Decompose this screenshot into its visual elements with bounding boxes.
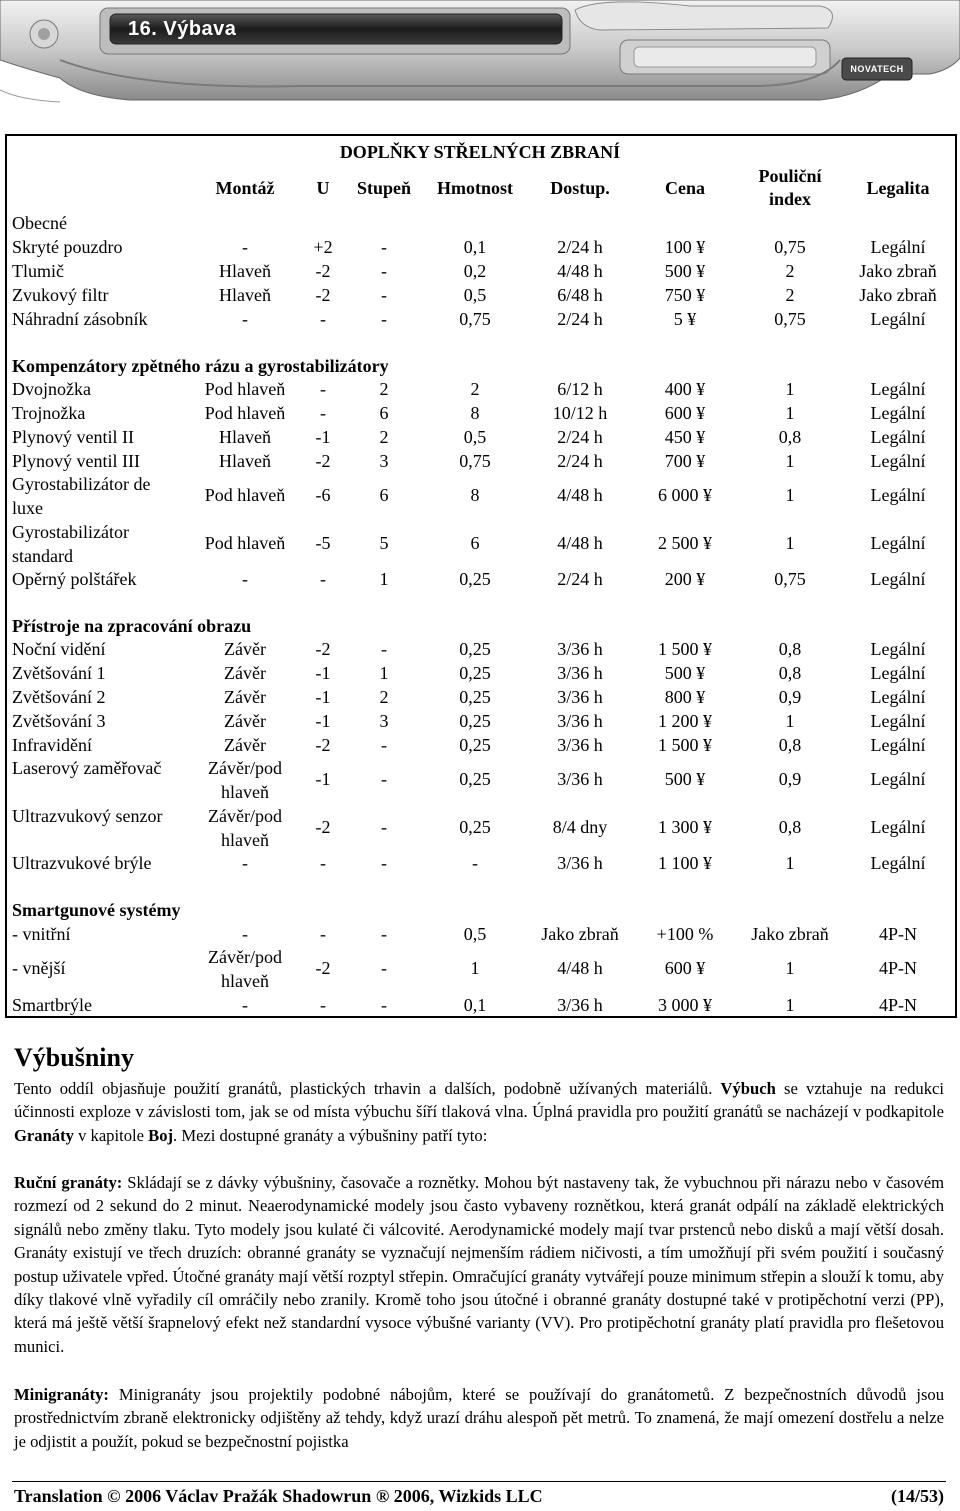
group-heading: Obecné [12, 213, 67, 233]
row-level: - [381, 924, 387, 944]
row-u: -1 [315, 687, 331, 707]
col-header-poulicni-index: Pouliční index [758, 166, 822, 209]
row-cost: 200 ¥ [664, 569, 706, 589]
row-street: 1 [785, 711, 795, 731]
row-mount: Závěr [224, 687, 266, 707]
row-legal: Jako zbraň [859, 285, 937, 305]
row-u: - [320, 379, 326, 399]
row-avail: 2/24 h [557, 309, 603, 329]
row-legal: Legální [870, 687, 926, 707]
row-cost: 500 ¥ [664, 261, 706, 281]
row-avail: 2/24 h [557, 237, 603, 257]
row-name: Zvětšování 2 [12, 687, 106, 707]
col-header-legalita: Legalita [866, 178, 930, 198]
row-avail: Jako zbraň [541, 924, 619, 944]
row-u: -2 [315, 817, 331, 837]
row-avail: 3/36 h [557, 995, 603, 1015]
row-mount: Pod hlaveň [204, 533, 286, 553]
row-name: Laserový zaměřovač [12, 758, 162, 778]
row-avail: 4/48 h [557, 485, 603, 505]
row-u: -1 [315, 663, 331, 683]
row-mount: Pod hlaveň [204, 379, 286, 399]
row-montaz: Závěr/pod hlaveň [208, 758, 282, 802]
row-legal: Jako zbraň [859, 261, 937, 281]
row-mount: - [242, 237, 248, 257]
row-level: - [381, 261, 387, 281]
row-level: 1 [379, 663, 389, 683]
row-street: 2 [785, 285, 795, 305]
hand-grenades-label: Ruční granáty: [14, 1173, 123, 1192]
row-weight: 0,5 [463, 427, 487, 447]
row-weight: 8 [470, 485, 480, 505]
row-weight: 0,75 [459, 451, 491, 471]
row-cost: 600 ¥ [664, 403, 706, 423]
row-name: Infravidění [12, 735, 92, 755]
row-mount: - [242, 853, 248, 873]
row-montaz: Závěr/pod hlaveň [208, 806, 282, 850]
col-header-stupen: Stupeň [356, 178, 412, 198]
row-mount: - [242, 924, 248, 944]
row-street: 0,8 [778, 663, 802, 683]
row-mount: Hlaveň [219, 427, 271, 447]
col-header-montaz: Montáž [215, 178, 275, 198]
row-weight: 0,25 [459, 687, 491, 707]
row-weight: 2 [470, 379, 480, 399]
row-level: 6 [379, 403, 389, 423]
row-weight: 0,25 [459, 711, 491, 731]
row-name: Zvětšování 3 [12, 711, 106, 731]
row-level: - [381, 995, 387, 1015]
row-legal: Legální [870, 853, 926, 873]
term-vybuch: Výbuch [720, 1079, 776, 1098]
row-street: 1 [785, 379, 795, 399]
row-legal: 4P-N [878, 924, 917, 944]
row-level: - [381, 817, 387, 837]
row-u: -2 [315, 958, 331, 978]
row-cost: 2 500 ¥ [658, 533, 712, 553]
row-street: 1 [785, 451, 795, 471]
row-cost: 5 ¥ [673, 309, 697, 329]
row-level: - [381, 735, 387, 755]
row-avail: 6/48 h [557, 285, 603, 305]
row-weight: 0,25 [459, 663, 491, 683]
row-name: Noční vidění [12, 639, 106, 659]
row-street: 1 [785, 958, 795, 978]
row-name: Ultrazvukový senzor [12, 806, 163, 826]
row-weight: 0,75 [459, 309, 491, 329]
row-legal: Legální [870, 569, 926, 589]
row-weight: 0,1 [463, 237, 487, 257]
row-name: Opěrný polštářek [12, 569, 137, 589]
row-avail: 3/36 h [557, 853, 603, 873]
row-avail: 10/12 h [552, 403, 608, 423]
row-street: 0,75 [774, 569, 806, 589]
row-name: Gyrostabilizátor de luxe [12, 474, 151, 518]
hand-grenades-paragraph: Ruční granáty: Skládají se z dávky výbušniny, časovače a roznětky. Mohou být nastaveny tak, že vybuchnou při nárazu nebo v časovém rozmezí od 2 sekund do 2 minut. Neaerodynamické modely jsou často vybaveny roznětkou, která granát odpálí na základě elektrických signálů nebo změny tlaku. Tyto modely jsou kulaté či válcovité. Aerodynamické modely mají tvar prstenců nebo disků a mají větší dosah. Granáty existují ve třech druzích: obranné granáty se vyznačují nejmenším rádiem ničivosti, a tím umožňují při svém použití i současný postup uživatele vpřed. Útočné granáty mají větší rozptyl střepin. Omračující granáty vytvářejí pouze minimum střepin a slouží k tomu, aby díky tlakové vlně vyřadily cíl omráčily nebo zranily. Kromě toho jsou útočné i obranné granáty dostupné také v protipěchotní verzi (PP), která má ještě větší šrapnelový efekt než standardní vysoce výbušné varianty (VV). Pro protipěchotní granáty platí pravidla pro flešetovou munici. [14, 1173, 945, 1356]
row-cost: 1 200 ¥ [658, 711, 712, 731]
col-header-hmotnost: Hmotnost [437, 178, 513, 198]
row-weight: 0,5 [463, 285, 487, 305]
row-street: 0,9 [778, 687, 802, 707]
row-mount: Závěr [224, 735, 266, 755]
row-u: -1 [315, 427, 331, 447]
row-avail: 4/48 h [557, 261, 603, 281]
row-legal: Legální [870, 309, 926, 329]
footer-page-number: (14/53) [891, 1486, 944, 1506]
row-weight: 8 [470, 403, 480, 423]
header-banner [0, 0, 960, 110]
row-name: Dvojnožka [12, 379, 91, 399]
row-cost: +100 % [656, 924, 714, 944]
row-montaz: Závěr/pod hlaveň [208, 947, 282, 991]
minigrenades-label: Minigranáty: [14, 1385, 109, 1404]
row-mount: Hlaveň [219, 451, 271, 471]
row-cost: 6 000 ¥ [658, 485, 712, 505]
row-cost: 750 ¥ [664, 285, 706, 305]
row-u: -2 [315, 451, 331, 471]
row-level: - [381, 769, 387, 789]
row-level: - [381, 639, 387, 659]
row-u: - [320, 403, 326, 423]
row-cost: 3 000 ¥ [658, 995, 712, 1015]
row-weight: - [472, 853, 478, 873]
row-level: 3 [379, 711, 389, 731]
row-cost: 1 300 ¥ [658, 817, 712, 837]
row-mount: - [242, 309, 248, 329]
row-street: 1 [785, 995, 795, 1015]
col-header-u: U [316, 178, 330, 198]
row-name: Plynový ventil III [12, 451, 140, 471]
row-street: 1 [785, 485, 795, 505]
row-cost: 100 ¥ [664, 237, 706, 257]
row-u: -2 [315, 735, 331, 755]
group-heading: Přístroje na zpracování obrazu [12, 616, 252, 636]
row-street: 1 [785, 853, 795, 873]
row-cost: 400 ¥ [664, 379, 706, 399]
col-header-dostup: Dostup. [550, 178, 610, 198]
novatech-logo: NOVATECH [850, 64, 904, 74]
row-name: Ultrazvukové brýle [12, 853, 152, 873]
col-header-cena: Cena [665, 178, 705, 198]
chapter-title: 16. Výbava [128, 18, 237, 40]
row-avail: 4/48 h [557, 533, 603, 553]
row-cost: 500 ¥ [664, 663, 706, 683]
row-avail: 3/36 h [557, 735, 603, 755]
group-heading: Kompenzátory zpětného rázu a gyrostabilizátory [12, 356, 389, 376]
row-cost: 700 ¥ [664, 451, 706, 471]
row-cost: 1 500 ¥ [658, 639, 712, 659]
row-mount: Pod hlaveň [204, 403, 286, 423]
row-legal: Legální [870, 427, 926, 447]
row-legal: Legální [870, 451, 926, 471]
row-weight: 0,2 [463, 261, 487, 281]
row-legal: Legální [870, 533, 926, 553]
row-street: Jako zbraň [751, 924, 829, 944]
row-avail: 2/24 h [557, 427, 603, 447]
row-street: 0,8 [778, 639, 802, 659]
row-level: 2 [379, 427, 389, 447]
row-legal: Legální [870, 735, 926, 755]
row-weight: 0,5 [463, 924, 487, 944]
term-granaty: Granáty [14, 1125, 74, 1145]
row-weight: 0,25 [459, 639, 491, 659]
row-legal: 4P-N [878, 995, 917, 1015]
row-weight: 1 [470, 958, 480, 978]
row-weight: 0,25 [459, 735, 491, 755]
row-name: Gyrostabilizátor standard [12, 522, 129, 566]
minigrenades-paragraph: Minigranáty: Minigranáty jsou projektily podobné nábojům, které se používají do granátometů. Z bezpečnostních důvodů jsou prostřednictvím zbraně elektronicky odjištěny až tehdy, když urazí dráhu alespoň pět metrů. To znamená, že mají omezení dostřelu a nelze je odjistit a použít, pokud se bezpečnostní pojistka [14, 1385, 944, 1451]
row-legal: Legální [870, 817, 926, 837]
row-cost: 500 ¥ [664, 769, 706, 789]
row-legal: Legální [870, 379, 926, 399]
row-cost: 1 500 ¥ [658, 735, 712, 755]
row-level: 2 [379, 687, 389, 707]
row-name: Plynový ventil II [12, 427, 134, 447]
row-name: - vnější [12, 958, 66, 978]
row-avail: 2/24 h [557, 451, 603, 471]
row-mount: Závěr [224, 663, 266, 683]
footer-rule [12, 1481, 946, 1482]
row-avail: 4/48 h [557, 958, 603, 978]
row-cost: 450 ¥ [664, 427, 706, 447]
row-name: Skryté pouzdro [12, 237, 123, 257]
row-legal: Legální [870, 663, 926, 683]
row-cost: 600 ¥ [664, 958, 706, 978]
row-name: Tlumič [12, 261, 64, 281]
row-street: 0,8 [778, 735, 802, 755]
row-name: Náhradní zásobník [12, 309, 148, 329]
row-level: 1 [379, 569, 389, 589]
row-u: -2 [315, 285, 331, 305]
explosives-intro-paragraph: Tento oddíl objasňuje použití granátů, plastických trhavin a dalších, podobně užívaných materiálů. Výbuch se vztahuje na redukci účinnosti exploze v závislosti tom, jak se od místa výbuchu šíří tlaková vlna. Úplná pravidla pro použití granátů se nacházejí v podkapitole Granáty v kapitole Boj. Mezi dostupné granáty a výbušniny patří tyto: [14, 1079, 944, 1145]
row-u: -1 [315, 711, 331, 731]
row-level: - [381, 309, 387, 329]
row-level: 2 [379, 379, 389, 399]
row-u: -6 [315, 485, 331, 505]
row-legal: Legální [870, 403, 926, 423]
row-u: -5 [315, 533, 331, 553]
row-avail: 6/12 h [557, 379, 603, 399]
row-cost: 1 100 ¥ [658, 853, 712, 873]
row-name: - vnitřní [12, 924, 71, 944]
row-mount: - [242, 995, 248, 1015]
row-u: -1 [315, 769, 331, 789]
row-name: Zvukový filtr [12, 285, 109, 305]
row-level: 6 [379, 485, 389, 505]
row-u: - [320, 853, 326, 873]
row-mount: Hlaveň [219, 285, 271, 305]
row-street: 0,8 [778, 817, 802, 837]
row-level: - [381, 853, 387, 873]
row-level: - [381, 237, 387, 257]
row-street: 0,75 [774, 237, 806, 257]
row-cost: 800 ¥ [664, 687, 706, 707]
row-weight: 6 [470, 533, 480, 553]
row-u: -2 [315, 639, 331, 659]
row-level: - [381, 958, 387, 978]
row-weight: 0,25 [459, 769, 491, 789]
row-avail: 3/36 h [557, 711, 603, 731]
row-level: - [381, 285, 387, 305]
row-avail: 3/36 h [557, 769, 603, 789]
table-title: DOPLŇKY STŘELNÝCH ZBRANÍ [339, 142, 621, 162]
row-u: - [320, 569, 326, 589]
row-legal: 4P-N [878, 958, 917, 978]
row-u: - [320, 995, 326, 1015]
row-mount: Hlaveň [219, 261, 271, 281]
row-weight: 0,25 [459, 817, 491, 837]
row-legal: Legální [870, 769, 926, 789]
row-name: Zvětšování 1 [12, 663, 106, 683]
row-avail: 2/24 h [557, 569, 603, 589]
row-street: 0,75 [774, 309, 806, 329]
row-legal: Legální [870, 711, 926, 731]
row-street: 0,8 [778, 427, 802, 447]
group-heading: Smartgunové systémy [12, 900, 181, 920]
row-level: 5 [379, 533, 389, 553]
row-mount: - [242, 569, 248, 589]
row-street: 0,9 [778, 769, 802, 789]
row-street: 1 [785, 403, 795, 423]
row-legal: Legální [870, 237, 926, 257]
row-legal: Legální [870, 639, 926, 659]
row-level: 3 [379, 451, 389, 471]
row-legal: Legální [870, 485, 926, 505]
explosives-heading: Výbušniny [14, 1043, 134, 1072]
row-avail: 3/36 h [557, 639, 603, 659]
row-avail: 8/4 dny [552, 817, 608, 837]
row-avail: 3/36 h [557, 663, 603, 683]
term-boj: Boj [148, 1125, 174, 1145]
row-name: Smartbrýle [12, 995, 92, 1015]
row-avail: 3/36 h [557, 687, 603, 707]
row-u: -2 [315, 261, 331, 281]
row-u: - [320, 309, 326, 329]
row-mount: Závěr [224, 639, 266, 659]
row-u: - [320, 924, 326, 944]
row-u: +2 [313, 237, 333, 257]
row-weight: 0,25 [459, 569, 491, 589]
row-mount: Závěr [224, 711, 266, 731]
row-name: Trojnožka [12, 403, 86, 423]
row-street: 2 [785, 261, 795, 281]
row-weight: 0,1 [463, 995, 487, 1015]
row-street: 1 [785, 533, 795, 553]
footer-copyright: Translation © 2006 Václav Pražák Shadowrun ® 2006, Wizkids LLC [14, 1486, 543, 1506]
row-mount: Pod hlaveň [204, 485, 286, 505]
